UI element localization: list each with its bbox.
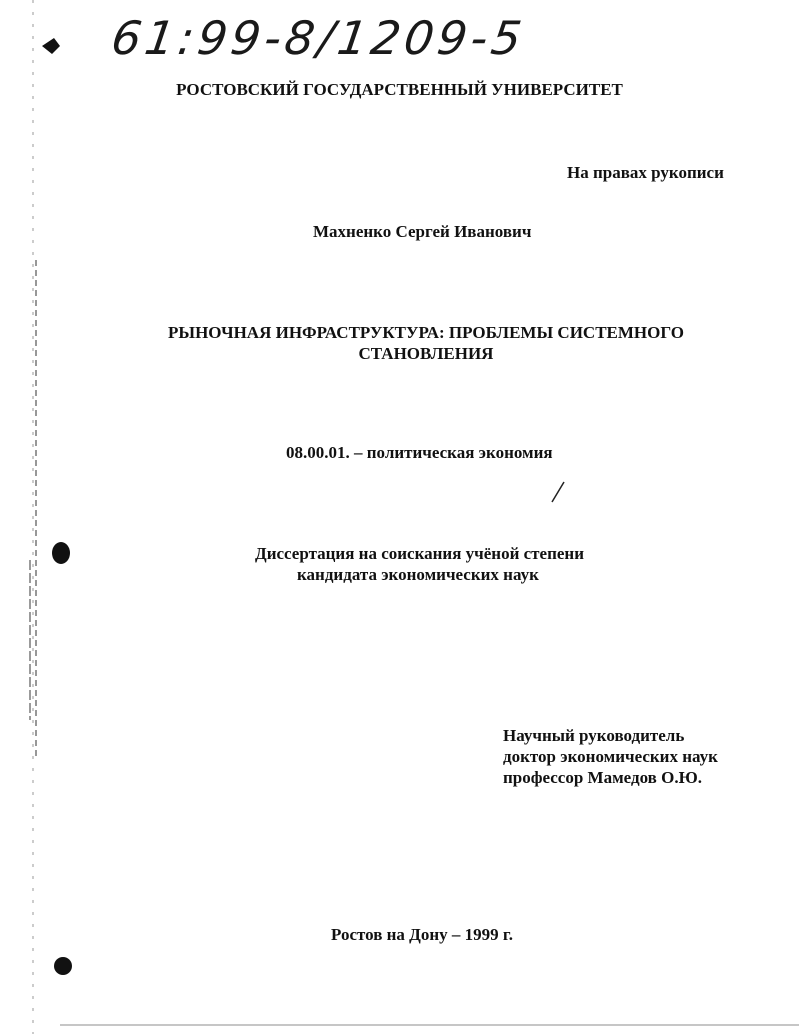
specialty-code: 08.00.01. – политическая экономия — [286, 443, 553, 462]
handwritten-archive-number: 61:99-8/1209-5 — [108, 11, 529, 65]
dissertation-title — [0, 322, 799, 364]
degree-line-2: кандидата экономических наук — [297, 565, 539, 584]
place-and-year: Ростов на Дону – 1999 г. — [331, 925, 513, 944]
supervisor-block — [503, 725, 718, 788]
author-name: Махненко Сергей Иванович — [313, 222, 532, 241]
punch-hole-mark-middle — [50, 540, 72, 566]
title-line-1: РЫНОЧНАЯ ИНФРАСТРУКТУРА: ПРОБЛЕМЫ СИСТЕМНОГО — [168, 323, 684, 342]
punch-hole-mark-top — [40, 36, 62, 56]
pen-stroke-mark — [548, 480, 568, 506]
supervisor-line-1: Научный руководитель — [503, 726, 685, 745]
title-line-2: СТАНОВЛЕНИЯ — [358, 344, 494, 363]
degree-line-1: Диссертация на соискания учёной степени — [255, 544, 585, 563]
degree-statement — [255, 543, 584, 585]
bottom-edge-line — [60, 1022, 799, 1028]
supervisor-line-3: профессор Мамедов О.Ю. — [503, 768, 702, 787]
punch-hole-mark-bottom — [52, 955, 74, 977]
university-name: РОСТОВСКИЙ ГОСУДАРСТВЕННЫЙ УНИВЕРСИТЕТ — [176, 80, 623, 99]
supervisor-line-2: доктор экономических наук — [503, 747, 718, 766]
scan-edge-artifacts — [0, 0, 60, 1034]
manuscript-note: На правах рукописи — [567, 163, 724, 182]
